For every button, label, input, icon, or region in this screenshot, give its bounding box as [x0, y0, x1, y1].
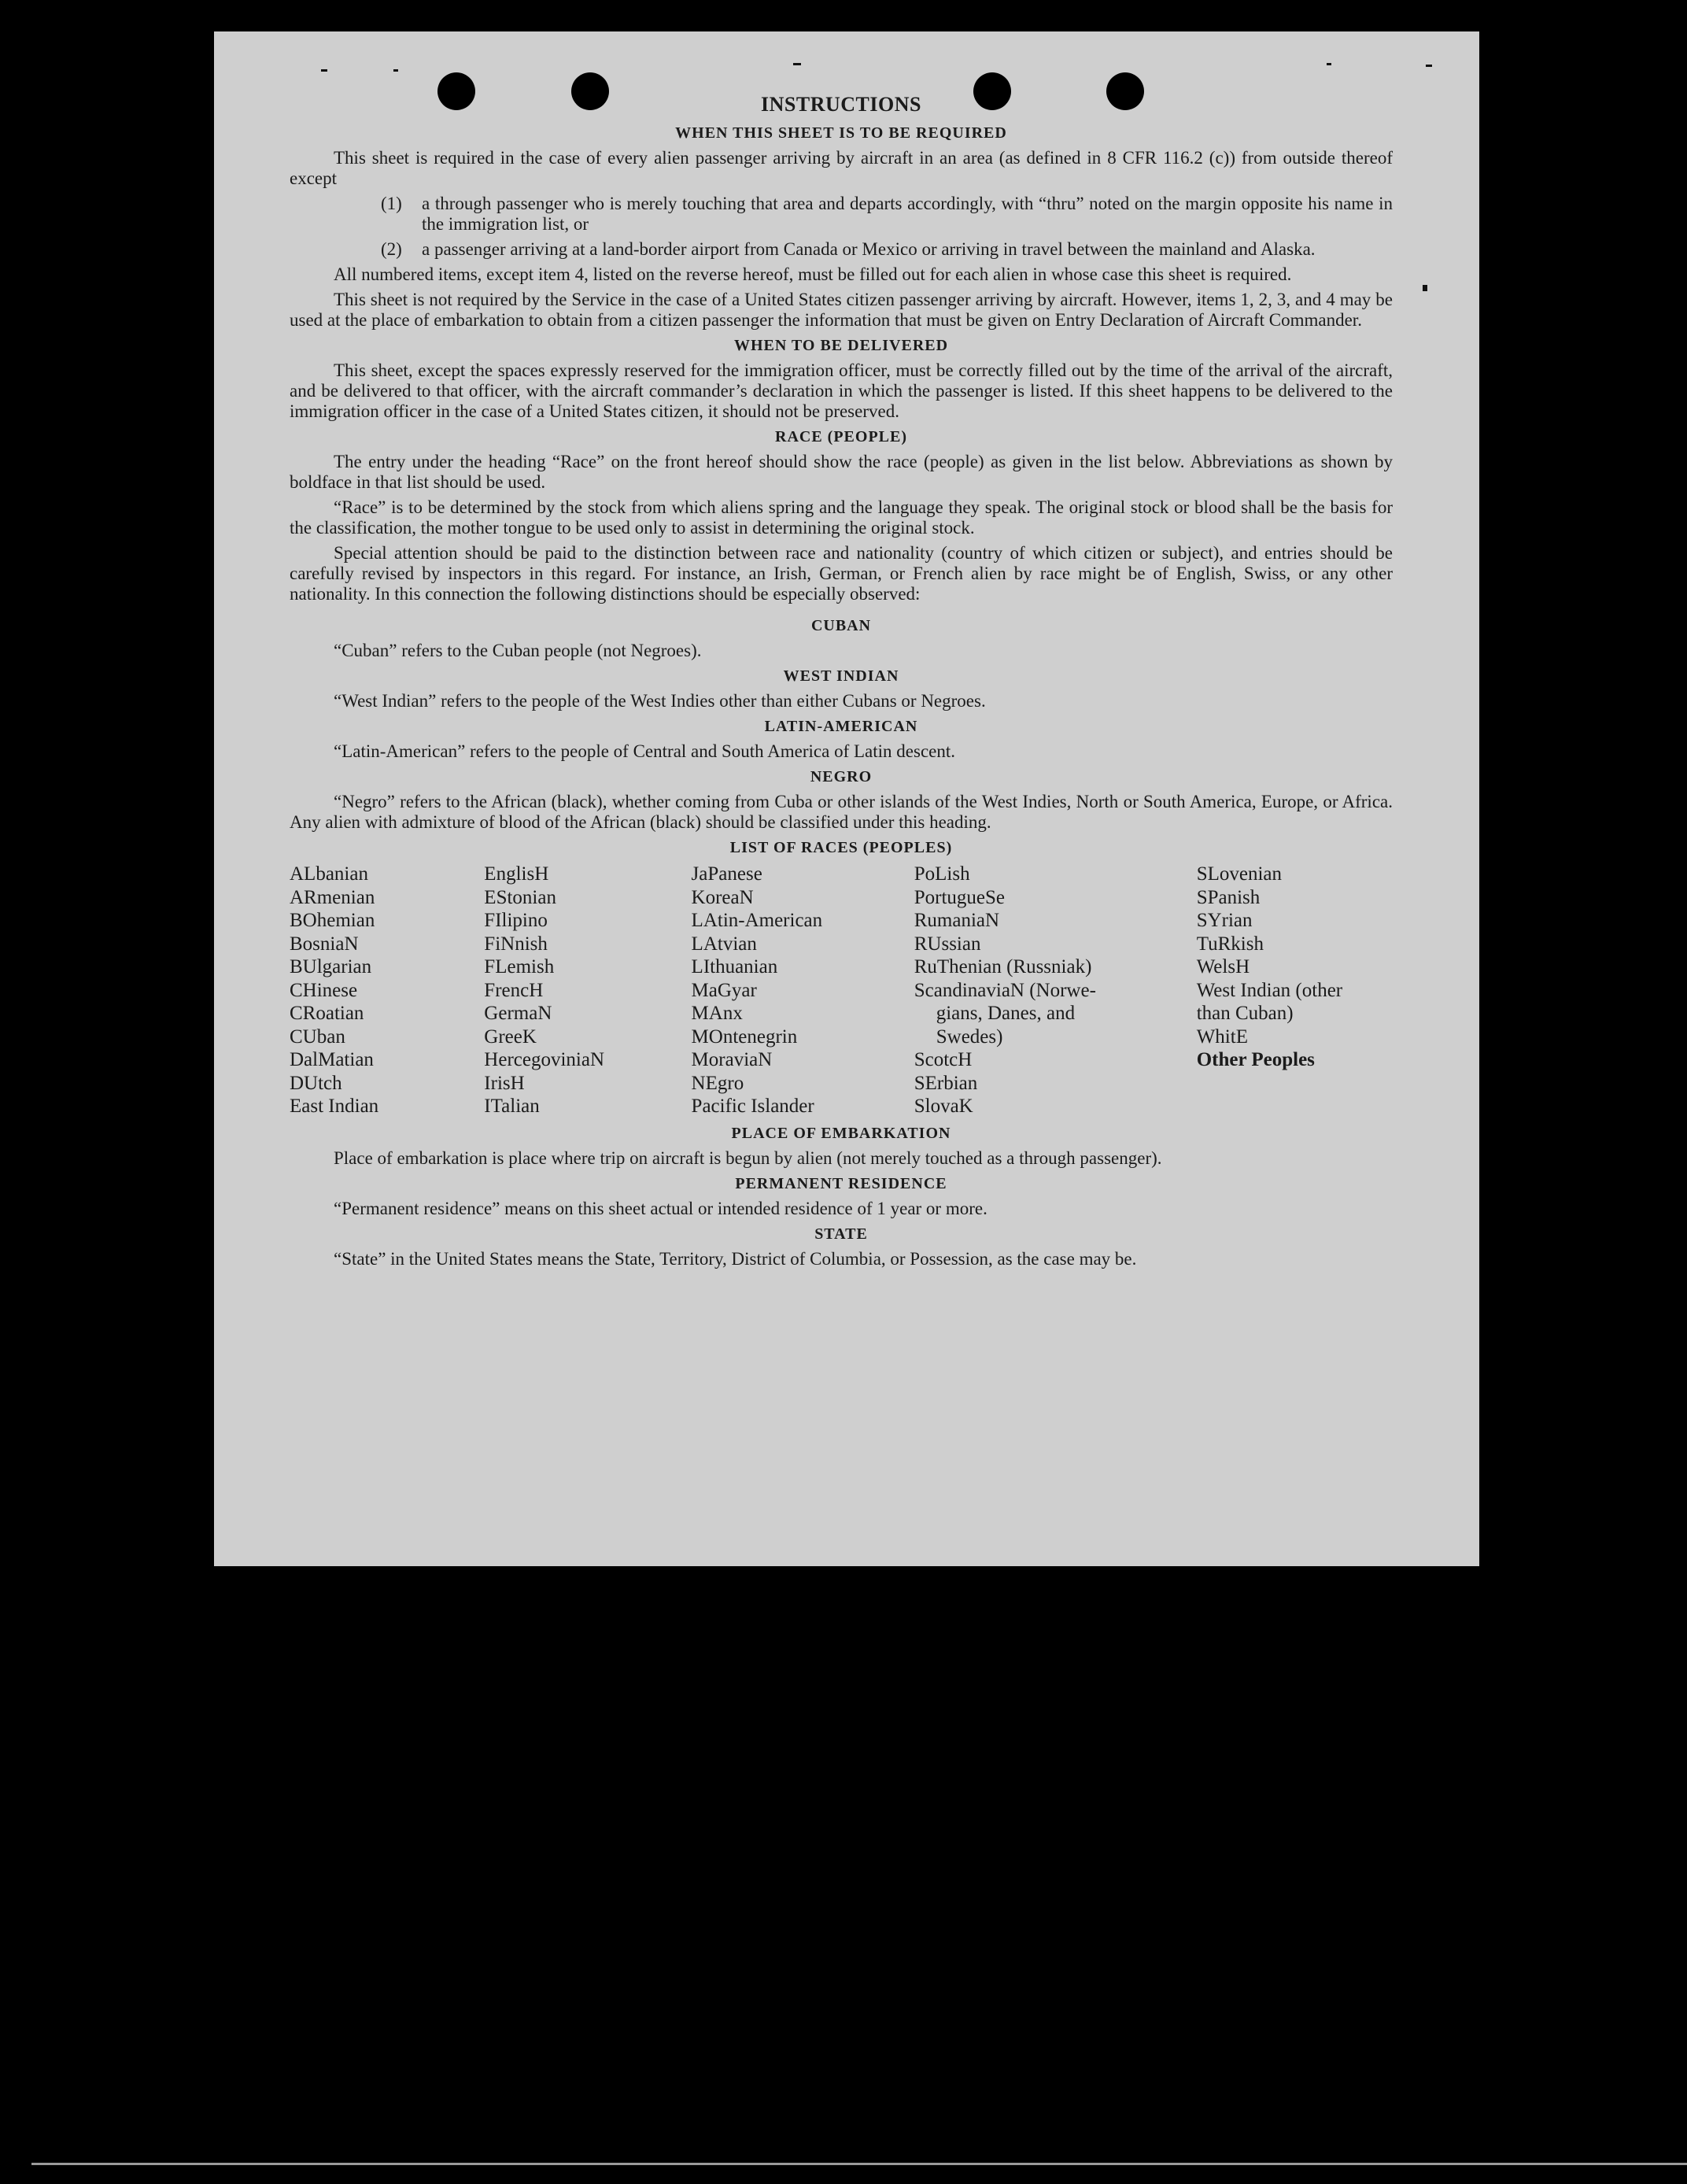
race-entry: Swedes) [936, 1025, 1003, 1048]
item-number: (2) [381, 239, 402, 259]
item-number: (1) [381, 194, 402, 213]
scan-speck [1423, 285, 1427, 291]
race-entry: LAtin-American [691, 910, 823, 931]
race-entry: CUban [290, 1025, 345, 1048]
section-heading-west-indian: WEST INDIAN [783, 667, 899, 685]
race-entry: SlovaK [914, 1096, 973, 1117]
race-entry: FIlipino [484, 910, 548, 931]
scan-speck [321, 69, 327, 72]
race-entry: RUssian [914, 933, 981, 955]
race-entry: DUtch [290, 1072, 342, 1094]
race-entry: RuThenian (Russniak) [914, 956, 1092, 977]
race-entry: than Cuban) [1196, 1003, 1294, 1024]
race-entry: GermaN [484, 1003, 552, 1024]
race-entry: WelsH [1196, 956, 1250, 977]
page-title: INSTRUCTIONS [761, 93, 921, 116]
paragraph: “Latin-American” refers to the people of Central and South America of Latin descent. [334, 741, 955, 761]
scan-edge-line [31, 2163, 1687, 2165]
race-entry: CRoatian [290, 1003, 364, 1024]
list-item [381, 239, 1393, 260]
scan-speck [1327, 63, 1331, 65]
section-heading-permanent-residence: PERMANENT RESIDENCE [735, 1174, 947, 1192]
race-entry: ScotcH [914, 1049, 973, 1070]
paragraph: The entry under the heading “Race” on the front hereof should show the race (people) as given in the list below. Abbreviations as shown by boldface in that list should be used. [290, 452, 1393, 492]
race-entry: MaGyar [691, 979, 757, 1001]
races-column [914, 863, 1197, 1118]
race-entry: SErbian [914, 1072, 978, 1094]
races-column [692, 863, 914, 1118]
paragraph: This sheet is not required by the Service in the case of a United States citizen passenger arriving by aircraft. However, items 1, 2, 3, and 4 may be used at the place of embarkation to obtain from a citizen passenger the information that must be given on Entry Declaration of Aircraft Commander. [290, 290, 1393, 330]
item-text: a through passenger who is merely touching that area and departs accordingly, with “thru” noted on the margin opposite his name in the immigration list, or [422, 194, 1393, 234]
paragraph: This sheet, except the spaces expressly reserved for the immigration officer, must be correctly filled out by the time of the arrival of the aircraft, and be delivered to that officer, with the aircraft commander’s declaration in which the passenger is listed. If this sheet happens to be delivered to the immigration officer in the case of a United States citizen, it should not be preserved. [290, 360, 1393, 421]
race-entry: ITalian [484, 1096, 540, 1117]
race-entry: ALbanian [290, 863, 368, 885]
race-entry: SLovenian [1196, 863, 1283, 885]
section-heading-cuban: CUBAN [810, 617, 872, 634]
race-entry: HercegoviniaN [484, 1049, 605, 1070]
paragraph: This sheet is required in the case of every alien passenger arriving by aircraft in an area (as defined in 8 CFR 116.2 (c)) from outside thereof except [290, 148, 1393, 188]
race-entry: KoreaN [691, 886, 754, 908]
paragraph: “Race” is to be determined by the stock from which aliens spring and the language they speak. The original stock or blood shall be the basis for the classification, the mother tongue to be used only to assist in determining the original stock. [290, 497, 1393, 538]
section-heading-latin-american: LATIN-AMERICAN [764, 718, 918, 735]
race-entry: TuRkish [1196, 933, 1264, 955]
document-sheet [214, 31, 1479, 1566]
race-entry: JaPanese [691, 863, 762, 885]
section-heading-race: RACE (PEOPLE) [775, 428, 907, 445]
race-entry: PortugueSe [914, 886, 1006, 908]
paragraph: “West Indian” refers to the people of the West Indies other than either Cubans or Negroes. [334, 691, 986, 711]
list-item [381, 194, 1393, 235]
race-entry: MoraviaN [691, 1049, 773, 1070]
race-entry: IrisH [484, 1072, 525, 1094]
race-entry: FrencH [484, 979, 544, 1001]
section-heading-place-of-embarkation: PLACE OF EMBARKATION [731, 1124, 951, 1142]
paragraph: “Permanent residence” means on this sheet actual or intended residence of 1 year or more. [334, 1198, 987, 1218]
race-entry: East Indian [290, 1096, 379, 1117]
race-entry: MOntenegrin [691, 1025, 798, 1048]
paragraph: “Cuban” refers to the Cuban people (not Negroes). [334, 641, 702, 660]
race-entry: Other Peoples [1196, 1049, 1315, 1070]
race-entry: SYrian [1196, 910, 1253, 931]
race-entry: RumaniaN [914, 910, 1000, 931]
paragraph: “Negro” refers to the African (black), whether coming from Cuba or other islands of the West Indies, North or South America, Europe, or Africa. Any alien with admixture of blood of the African (black) should be classified under this heading. [290, 792, 1393, 832]
section-heading-negro: NEGRO [810, 768, 873, 785]
section-heading-when-delivered: WHEN TO BE DELIVERED [733, 337, 949, 354]
race-entry: FLemish [484, 956, 555, 977]
race-entry: LIthuanian [691, 956, 778, 977]
race-entry: Pacific Islander [691, 1096, 814, 1117]
paragraph: Special attention should be paid to the distinction between race and nationality (country of which citizen or subject), and entries should be carefully revised by inspectors in this regard. For instance, an Irish, German, or French alien by race might be of English, Swiss, or any other nationality. In this connection the following distinctions should be especially observed: [290, 543, 1393, 604]
race-entry: ARmenian [290, 886, 375, 908]
race-entry: WhitE [1196, 1025, 1248, 1048]
race-entry: DalMatian [290, 1049, 374, 1070]
instructions-content [290, 94, 1393, 1274]
race-entry: gians, Danes, and [936, 1003, 1076, 1024]
race-entry: BosniaN [290, 933, 359, 955]
race-entry: PoLish [914, 863, 970, 885]
item-text: a passenger arriving at a land-border airport from Canada or Mexico or arriving in travel between the mainland and Alaska. [422, 239, 1316, 259]
race-entry: CHinese [290, 979, 358, 1001]
race-entry: EStonian [484, 886, 556, 908]
races-list [290, 863, 1393, 1118]
race-entry: SPanish [1196, 886, 1261, 908]
race-entry: GreeK [484, 1025, 537, 1048]
section-heading-list-of-races: LIST OF RACES (PEOPLES) [729, 839, 953, 856]
race-entry: EnglisH [484, 863, 549, 885]
scan-speck [393, 69, 398, 72]
race-entry: LAtvian [691, 933, 757, 955]
races-column [290, 863, 484, 1118]
section-heading-when-required: WHEN THIS SHEET IS TO BE REQUIRED [675, 124, 1007, 142]
scan-speck [1426, 65, 1432, 67]
race-entry: ScandinaviaN (Norwe- [914, 979, 1096, 1001]
races-column [1197, 863, 1393, 1118]
race-entry: NEgro [691, 1072, 744, 1094]
paragraph: “State” in the United States means the State, Territory, District of Columbia, or Possession, as the case may be. [334, 1248, 1137, 1269]
section-heading-state: STATE [814, 1225, 868, 1243]
races-column [484, 863, 691, 1118]
paragraph: Place of embarkation is place where trip on aircraft is begun by alien (not merely touched as a through passenger). [334, 1147, 1162, 1168]
race-entry: MAnx [691, 1003, 743, 1024]
race-entry: BUlgarian [290, 956, 372, 977]
scan-speck [793, 63, 801, 65]
paragraph: All numbered items, except item 4, listed on the reverse hereof, must be filled out for each alien in whose case this sheet is required. [334, 264, 1292, 284]
race-entry: FiNnish [484, 933, 548, 955]
race-entry: West Indian (other [1196, 979, 1343, 1001]
race-entry: BOhemian [290, 910, 375, 931]
